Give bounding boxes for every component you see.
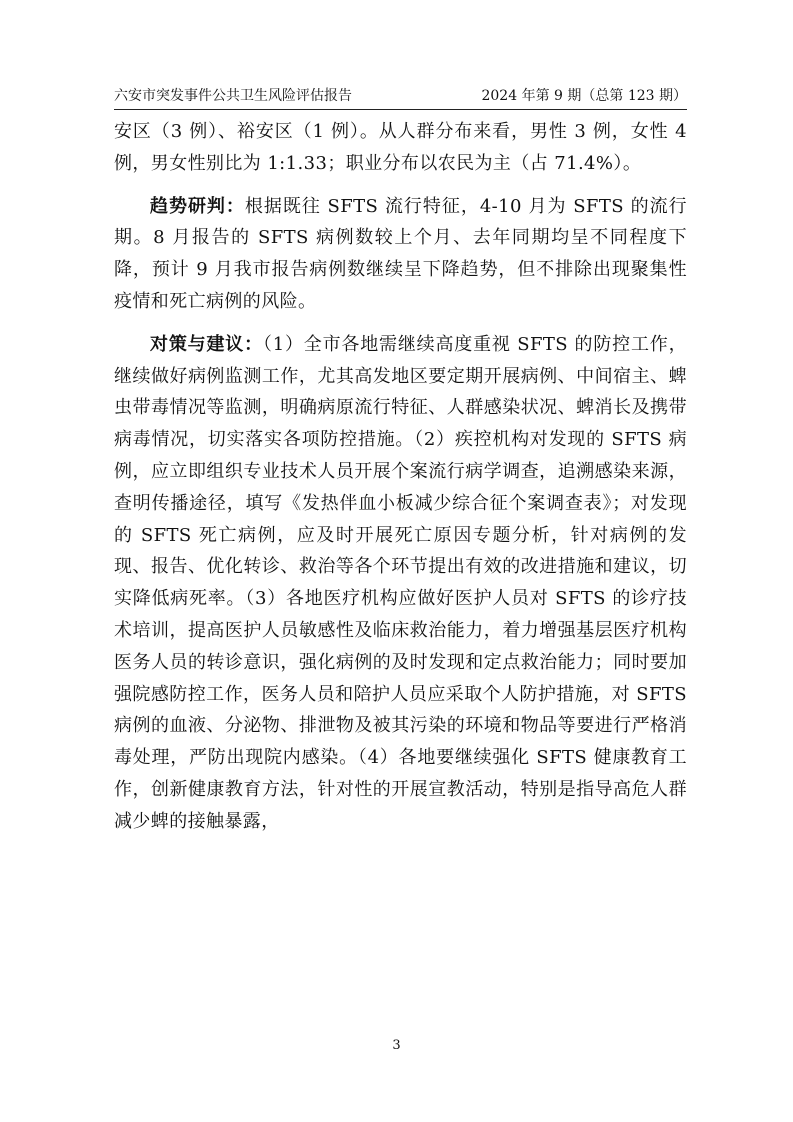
issue-number: 2024 年第 9 期（总第 123 期） bbox=[481, 88, 687, 104]
report-title: 六安市突发事件公共卫生风险评估报告 bbox=[114, 88, 352, 104]
paragraph-text: 安区（3 例）、裕安区（1 例）。从人群分布来看，男性 3 例，女性 4 例，男女性别比为 1:1.33；职业分布以农民为主（占 71.4%）。 bbox=[114, 121, 687, 174]
header-divider bbox=[114, 109, 687, 110]
paragraph-trend-assessment bbox=[114, 191, 687, 318]
body-text bbox=[114, 116, 687, 849]
paragraph-lead: 趋势研判： bbox=[150, 195, 245, 217]
page-number: 3 bbox=[392, 1038, 401, 1053]
paragraph-lead: 对策与建议： bbox=[150, 333, 263, 355]
running-header bbox=[114, 86, 687, 110]
paragraph-text: 根据既往 SFTS 流行特征，4-10 月为 SFTS 的流行期。8 月报告的 SFTS 病例数较上个月、去年同期均呈不同程度下降，预计 9 月我市报告病例数继续呈下降趋势，但不排除出现聚集性疫情和死亡病例的风险。 bbox=[114, 195, 688, 312]
paragraph-case-distribution bbox=[114, 116, 687, 180]
paragraph-text: （1）全市各地需继续高度重视 SFTS 的防控工作，继续做好病例监测工作，尤其高发地区要定期开展病例、中间宿主、蜱虫带毒情况等监测，明确病原流行特征、人群感染状况、蜱消长及携带病毒情况，切实落实各项防控措施。（2）疾控机构对发现的 SFTS 病例，应立即组织专业技术人员开展个案流行病学调查，追溯感染来源，查明传播途径，填写《发热伴血小板减少综合征个案调查表》；对发现的 SFTS 死亡病例，应及时开展死亡原因专题分析，针对病例的发现、报告、优化转诊、救治等各个环节提出有效的改进措施和建议，切实降低病死率。（3）各地医疗机构应做好医护人员对 SFTS 的诊疗技术培训，提高医护人员敏感性及临床救治能力，着力增强基层医疗机构医务人员的转诊意识，强化病例的及时发现和定点救治能力；同时要加强院感防控工作，医务人员和陪护人员应采取个人防护措施，对 SFTS 病例的血液、分泌物、排泄物及被其污染的环境和物品等要进行严格消毒处理，严防出现院内感染。（4）各地要继续强化 SFTS 健康教育工作，创新健康教育方法，针对性的开展宣教活动，特别是指导高危人群减少蜱的接触暴露， bbox=[114, 333, 687, 832]
paragraph-recommendations bbox=[114, 329, 687, 838]
